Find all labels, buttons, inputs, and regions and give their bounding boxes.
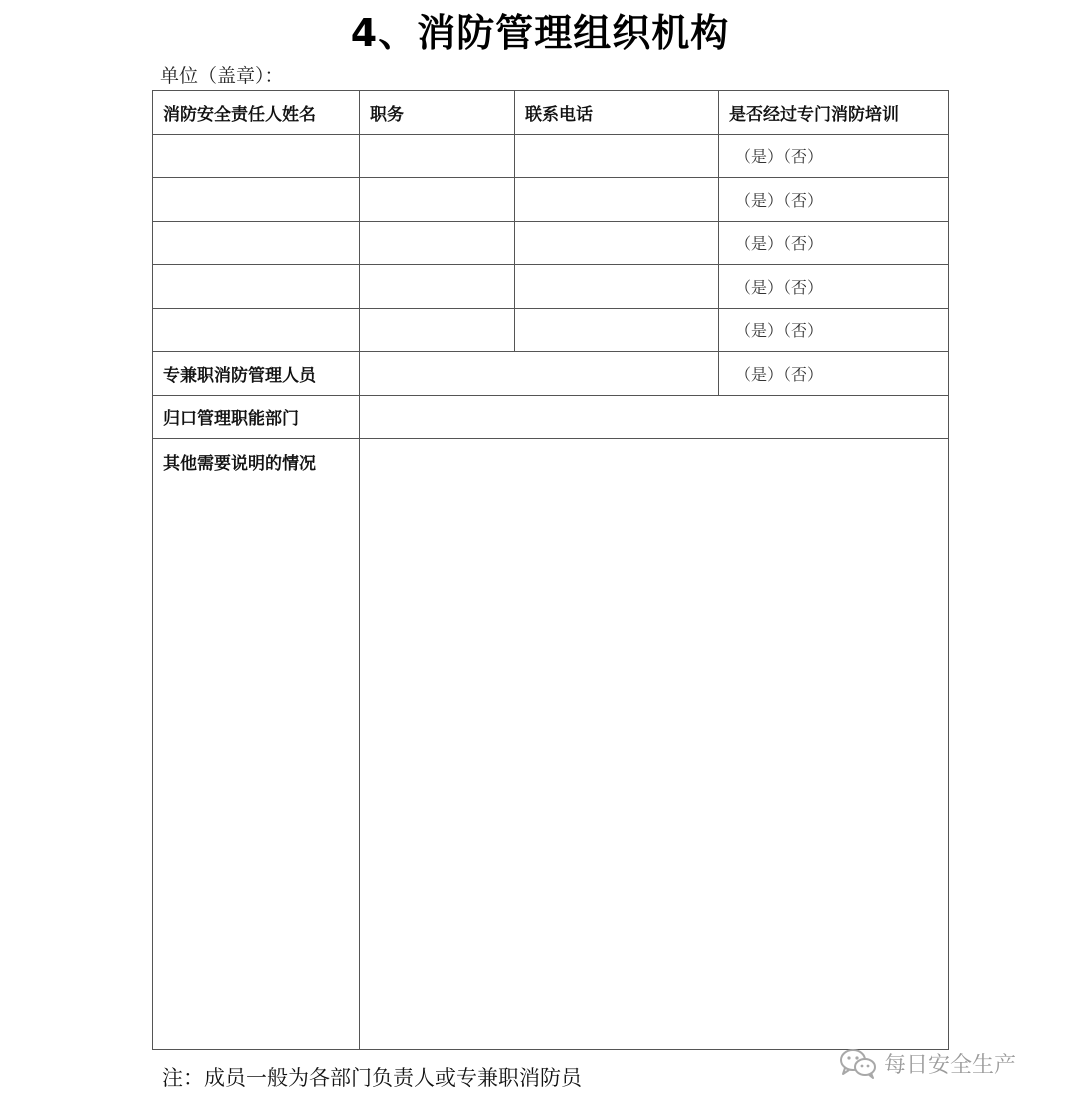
name-cell[interactable] <box>153 221 360 265</box>
table-row <box>153 134 949 178</box>
table-header-row <box>153 91 949 135</box>
name-cell[interactable] <box>153 265 360 309</box>
header-position: 职务 <box>360 91 515 135</box>
name-cell[interactable] <box>153 134 360 178</box>
position-cell[interactable] <box>360 308 515 352</box>
position-cell[interactable] <box>360 265 515 309</box>
table-row <box>153 178 949 222</box>
watermark-text: 每日安全生产 <box>884 1052 1017 1078</box>
footnote: 注：成员一般为各部门负责人或专兼职消防员 <box>162 1066 582 1090</box>
training-yes-no-cell[interactable]: （是）（否） <box>719 178 949 222</box>
training-yes-no-cell[interactable]: （是）（否） <box>719 221 949 265</box>
fulltime-staff-row <box>153 352 949 396</box>
table-row <box>153 308 949 352</box>
fulltime-staff-field[interactable] <box>360 352 719 396</box>
header-training: 是否经过专门消防培训 <box>719 91 949 135</box>
name-cell[interactable] <box>153 308 360 352</box>
unit-seal-label: 单位（盖章）： <box>160 65 284 87</box>
training-yes-no-cell[interactable]: （是）（否） <box>719 134 949 178</box>
name-cell[interactable] <box>153 178 360 222</box>
training-yes-no-cell[interactable]: （是）（否） <box>719 308 949 352</box>
department-field[interactable] <box>360 395 949 439</box>
wechat-icon <box>838 1047 878 1079</box>
fulltime-staff-training-cell[interactable]: （是）（否） <box>719 352 949 396</box>
department-label: 归口管理职能部门 <box>153 395 360 439</box>
watermark <box>838 1046 1016 1080</box>
table-row <box>153 221 949 265</box>
other-notes-field[interactable] <box>360 439 949 1050</box>
other-notes-row <box>153 439 949 1050</box>
page-title: 4、消防管理组织机构 <box>350 11 730 55</box>
training-yes-no-cell[interactable]: （是）（否） <box>719 265 949 309</box>
phone-cell[interactable] <box>515 178 719 222</box>
fire-management-form-table <box>152 90 949 1050</box>
department-row <box>153 395 949 439</box>
fulltime-staff-label: 专兼职消防管理人员 <box>153 352 360 396</box>
table-row <box>153 265 949 309</box>
phone-cell[interactable] <box>515 308 719 352</box>
other-notes-label: 其他需要说明的情况 <box>153 439 360 1050</box>
position-cell[interactable] <box>360 178 515 222</box>
position-cell[interactable] <box>360 221 515 265</box>
phone-cell[interactable] <box>515 134 719 178</box>
phone-cell[interactable] <box>515 221 719 265</box>
header-responsible-name: 消防安全责任人姓名 <box>153 91 360 135</box>
position-cell[interactable] <box>360 134 515 178</box>
phone-cell[interactable] <box>515 265 719 309</box>
header-phone: 联系电话 <box>515 91 719 135</box>
